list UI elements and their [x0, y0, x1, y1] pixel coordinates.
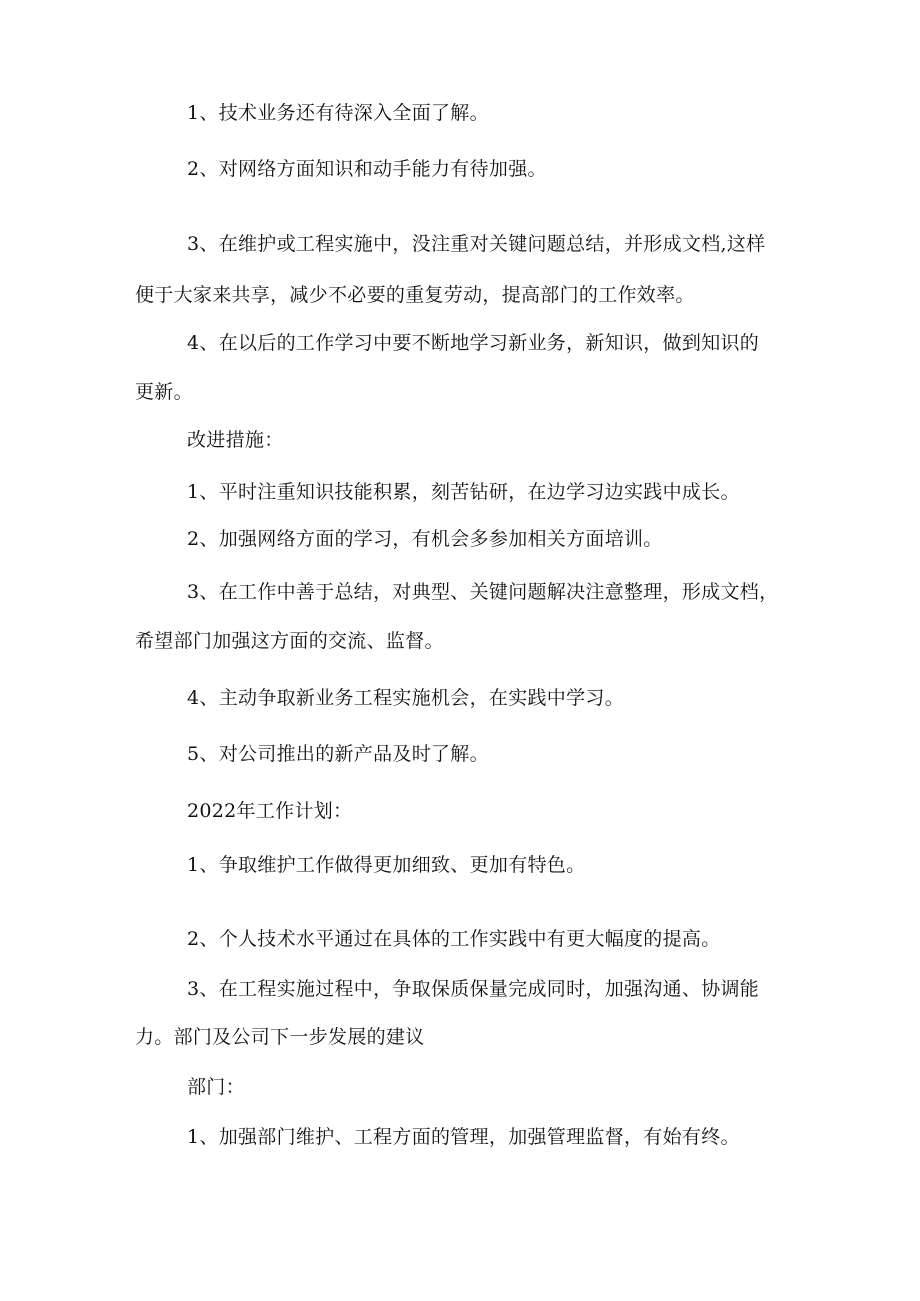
section-heading-plan: 2022年工作计划：: [187, 800, 353, 822]
weakness-3-line-2: 便于大家来共享，减少不必要的重复劳动，提高部门的工作效率。: [135, 284, 695, 306]
plan-2: 2、个人技术水平通过在具体的工作实践中有更大幅度的提高。: [187, 928, 721, 950]
department-item-1: 1、加强部门维护、工程方面的管理，加强管理监督，有始有终。: [187, 1126, 740, 1148]
weakness-3-line-1: 3、在维护或工程实施中，没注重对关键问题总结，并形成文档,这样: [187, 233, 766, 255]
improvement-3-line-1: 3、在工作中善于总结，对典型、关键问题解决注意整理，形成文档，: [187, 581, 779, 603]
improvement-2: 2、加强网络方面的学习，有机会多参加相关方面培训。: [187, 528, 663, 550]
plan-3-line-1: 3、在工程实施过程中，争取保质保量完成同时，加强沟通、协调能: [187, 978, 760, 1000]
section-heading-improvements: 改进措施：: [187, 429, 284, 451]
weakness-1: 1、技术业务还有待深入全面了解。: [187, 102, 489, 124]
improvement-5: 5、对公司推出的新产品及时了解。: [187, 743, 489, 765]
weakness-4-line-2: 更新。: [135, 381, 193, 403]
weakness-2: 2、对网络方面知识和动手能力有待加强。: [187, 158, 547, 180]
section-heading-department: 部门：: [187, 1076, 245, 1098]
improvement-3-line-2: 希望部门加强这方面的交流、监督。: [135, 630, 444, 652]
improvement-4: 4、主动争取新业务工程实施机会，在实践中学习。: [187, 687, 624, 709]
plan-1: 1、争取维护工作做得更加细致、更加有特色。: [187, 854, 586, 876]
weakness-4-line-1: 4、在以后的工作学习中要不断地学习新业务，新知识，做到知识的: [187, 332, 760, 354]
plan-3-line-2: 力。部门及公司下一步发展的建议: [135, 1026, 425, 1048]
improvement-1: 1、平时注重知识技能积累，刻苦钻研，在边学习边实践中成长。: [187, 481, 740, 503]
